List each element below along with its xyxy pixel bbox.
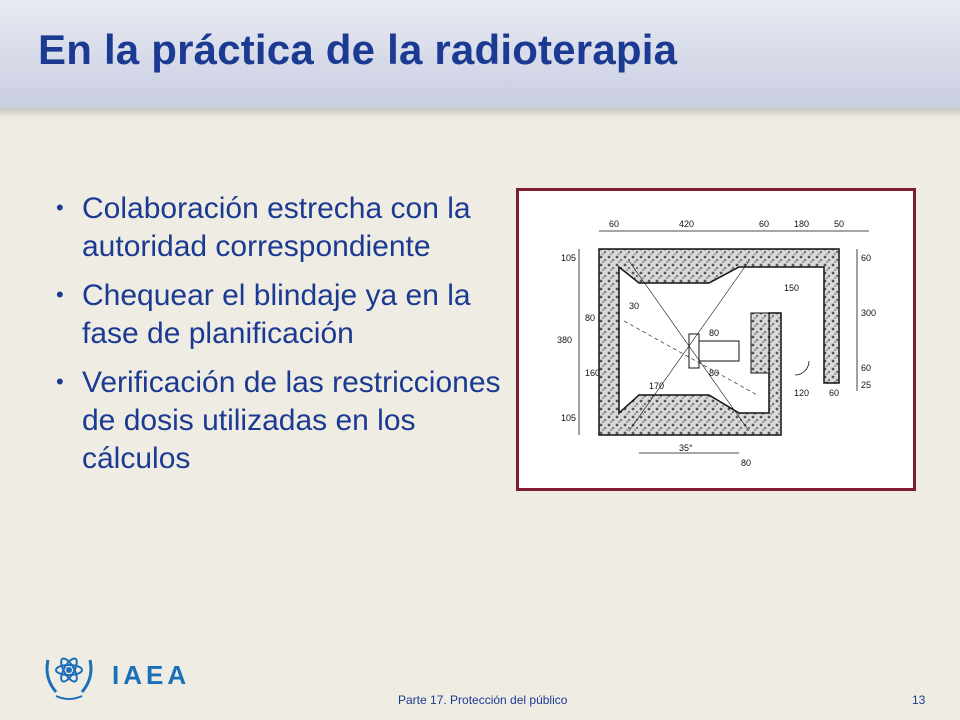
floor-plan-drawing <box>519 191 913 488</box>
dim-label: 30 <box>629 301 640 311</box>
dim-label: 60 <box>609 219 620 229</box>
bullet-item <box>52 190 502 266</box>
dim-label: 170 <box>649 381 665 391</box>
dim-label: 80 <box>709 328 720 338</box>
door-arc <box>795 361 809 375</box>
dim-label: 25 <box>861 380 872 390</box>
dim-label: 80 <box>709 368 720 378</box>
footer-caption: Parte 17. Protección del público <box>398 693 568 707</box>
bullet-list <box>52 190 502 489</box>
dim-label: 105 <box>561 253 577 263</box>
dim-label: 35° <box>679 443 693 453</box>
bullet-text: Verificación de las restricciones de dosis utilizadas en los cálculos <box>82 366 501 475</box>
dim-label: 420 <box>679 219 695 229</box>
dim-label: 60 <box>861 363 872 373</box>
dim-label: 60 <box>829 388 840 398</box>
title-bar-shadow <box>0 108 960 118</box>
dim-label: 380 <box>557 335 573 345</box>
gantry-block <box>699 341 739 361</box>
bullet-dot-icon: • <box>56 195 64 220</box>
shield-wall <box>599 249 839 435</box>
page-number: 13 <box>912 693 926 707</box>
bullet-dot-icon: • <box>56 282 64 307</box>
slide-title: En la práctica de la radioterapia <box>38 26 678 73</box>
dim-label: 60 <box>759 219 770 229</box>
bullet-item <box>52 364 502 478</box>
bullet-text: Colaboración estrecha con la autoridad correspondiente <box>82 192 471 263</box>
maze-wall <box>751 313 769 373</box>
iaea-wordmark: IAEA <box>112 660 191 690</box>
bullet-dot-icon: • <box>56 369 64 394</box>
dim-label: 300 <box>861 308 877 318</box>
dim-label: 60 <box>861 253 872 263</box>
dim-label: 50 <box>834 219 845 229</box>
bullet-text: Chequear el blindaje ya en la fase de planificación <box>82 279 471 350</box>
bullet-item <box>52 277 502 353</box>
dim-label: 180 <box>794 219 810 229</box>
shielding-floor-plan <box>516 188 916 491</box>
dim-label: 120 <box>794 388 810 398</box>
dim-label: 105 <box>561 413 577 423</box>
dim-label: 160 <box>585 368 601 378</box>
dim-label: 80 <box>585 313 596 323</box>
dim-label: 80 <box>741 458 752 468</box>
iaea-logo-icon <box>36 640 102 706</box>
dim-label: 150 <box>784 283 800 293</box>
